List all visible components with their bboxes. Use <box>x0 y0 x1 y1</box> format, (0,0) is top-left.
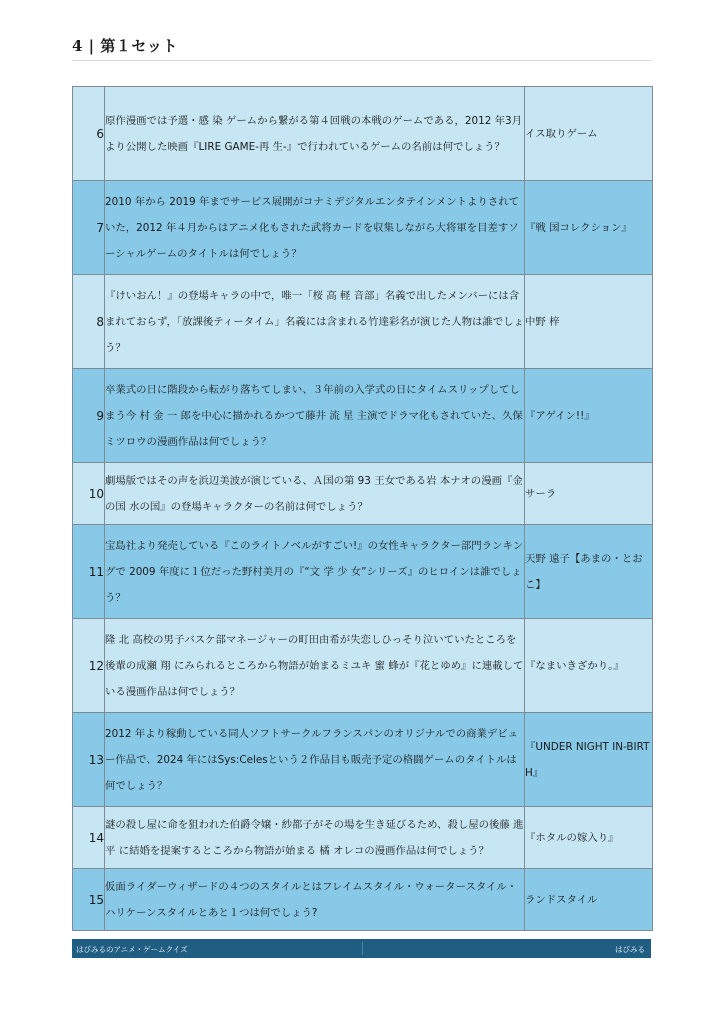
table-row <box>73 807 653 869</box>
question-number: 13 <box>73 713 105 807</box>
table-row <box>73 525 653 619</box>
table-row <box>73 463 653 525</box>
question-number: 7 <box>73 181 105 275</box>
answer-text: 『なまいきざかり。』 <box>525 619 653 713</box>
question-number: 15 <box>73 869 105 931</box>
question-number: 14 <box>73 807 105 869</box>
footer-author: はぴみる <box>615 945 645 954</box>
table-row <box>73 275 653 369</box>
table-row <box>73 619 653 713</box>
table-row <box>73 87 653 181</box>
table-row <box>73 869 653 931</box>
table-row <box>73 369 653 463</box>
question-text: 謎の殺し屋に命を狙われた伯爵令嬢・紗都子がその場を生き延びるため、殺し屋の後藤 進 平 に結婚を提案するところから物語が始まる 橘 オレコの漫画作品は何でしょう？ <box>105 807 525 869</box>
footer-series-title: はぴみるのアニメ・ゲームクイズ <box>76 945 188 954</box>
page-footer <box>72 939 651 958</box>
question-number: 12 <box>73 619 105 713</box>
question-number: 11 <box>73 525 105 619</box>
page-header <box>72 36 652 61</box>
quiz-table <box>72 86 653 931</box>
answer-text: 天野 遠子【あまの・とおこ】 <box>525 525 653 619</box>
question-text: 劇場版ではその声を浜辺美波が演じている、Ａ国の第 93 王女である岩 本ナオの漫画『金の国 水の国』の登場キャラクターの名前は何でしょう？ <box>105 463 525 525</box>
question-text: 2010 年から 2019 年までサービス展開がコナミデジタルエンタテインメントよりされていた，2012 年４月からはアニメ化もされた武将カードを収集しながら大将軍を目差すソーシャルゲームのタイトルは何でしょう？ <box>105 181 525 275</box>
answer-text: 中野 梓 <box>525 275 653 369</box>
question-text: 仮面ライダーウィザードの４つのスタイルとはフレイムスタイル・ウォータースタイル・ハリケーンスタイルとあと１つは何でしょう? <box>105 869 525 931</box>
question-number: 9 <box>73 369 105 463</box>
answer-text: 『アゲイン!!』 <box>525 369 653 463</box>
question-text: 卒業式の日に階段から転がり落ちてしまい、３年前の入学式の日にタイムスリップしてしまう今 村 金 一 郎を中心に描かれるかつて藤井 流 星 主演でドラマ化もされていた、久保ミツロウの漫画作品は何でしょう？ <box>105 369 525 463</box>
question-number: 6 <box>73 87 105 181</box>
table-row <box>73 181 653 275</box>
question-text: 『けいおん！』の登場キャラの中で，唯一「桜 高 軽 音部」名義で出したメンバーには含まれておらず，「放課後ティータイム」名義には含まれる竹達彩名が演じた人物は誰でしょう？ <box>105 275 525 369</box>
answer-text: サーラ <box>525 463 653 525</box>
answer-text: ランドスタイル <box>525 869 653 931</box>
question-text: 隆 北 高校の男子バスケ部マネージャーの町田由希が失恋しひっそり泣いていたところを後輩の成瀬 翔 にみられるところから物語が始まるミユキ 蜜 蜂が『花とゆめ』に連載している漫画作品は何でしょう？ <box>105 619 525 713</box>
answer-text: イス取りゲーム <box>525 87 653 181</box>
question-number: 8 <box>73 275 105 369</box>
question-number: 10 <box>73 463 105 525</box>
question-text: 2012 年より稼動している同人ソフトサークルフランスパンのオリジナルでの商業デビュー作品で、2024 年にはSys:Celesという２作品目も販売予定の格闘ゲームのタイトルは何でしょう？ <box>105 713 525 807</box>
answer-text: 『戦 国コレクション』 <box>525 181 653 275</box>
footer-divider <box>362 942 363 955</box>
page-title: 4 | 第１セット <box>72 37 178 55</box>
question-text: 宝島社より発売している『このライトノベルがすごい!』の女性キャラクター部門ランキングで 2009 年度に１位だった野村美月の『“文 学 少 女”シリーズ』のヒロインは誰でしょう？ <box>105 525 525 619</box>
table-row <box>73 713 653 807</box>
question-text: 原作漫画では予選・感 染 ゲームから繋がる第４回戦の本戦のゲームである，2012 年3月より公開した映画『LIRE GAME-再 生-』で行われているゲームの名前は何でしょう？ <box>105 87 525 181</box>
answer-text: 『ホタルの嫁入り』 <box>525 807 653 869</box>
answer-text: 『UNDER NIGHT IN-BIRTH』 <box>525 713 653 807</box>
